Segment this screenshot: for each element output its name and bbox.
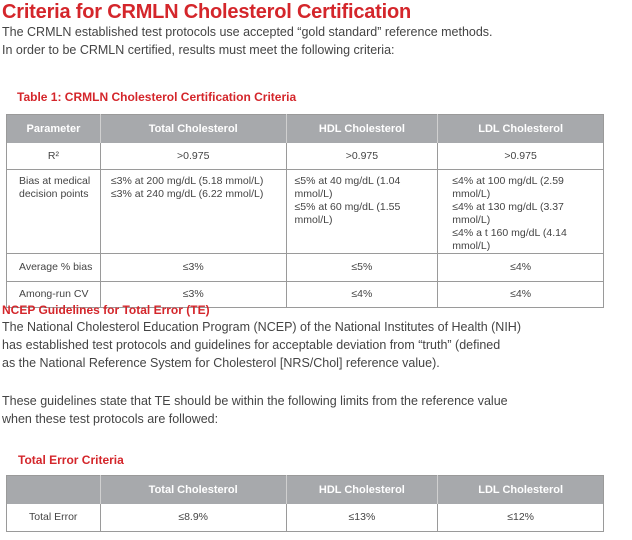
ncep-heading: NCEP Guidelines for Total Error (TE)	[2, 303, 210, 317]
col-header-hdl: HDL Cholesterol	[286, 115, 438, 144]
table-row	[7, 143, 604, 169]
ldl-cell: >0.975	[438, 143, 604, 169]
paragraph-line: has established test protocols and guidelines for acceptable deviation from “truth” (defined	[2, 338, 501, 352]
value-line: ≤3% at 240 mg/dL (6.22 mmol/L)	[110, 187, 264, 200]
total-cell: >0.975	[100, 143, 286, 169]
value-line: ≤4% at 130 mg/dL (3.37 mmol/L)	[452, 200, 564, 226]
value-line: ≤5% at 60 mg/dL (1.55 mmol/L)	[294, 200, 401, 226]
table-row	[7, 253, 604, 281]
ldl-cell	[438, 169, 604, 253]
total-cell: ≤3%	[100, 281, 286, 307]
param-line: Bias at medical	[19, 174, 91, 187]
hdl-cell: >0.975	[286, 143, 438, 169]
total-cell: ≤8.9%	[100, 504, 286, 531]
table-header-row	[7, 476, 604, 505]
total-cell	[100, 169, 286, 253]
col-header-total: Total Cholesterol	[100, 115, 286, 144]
table1-caption: Table 1: CRMLN Cholesterol Certification Criteria	[17, 90, 297, 104]
param-line: decision points	[19, 187, 89, 200]
col-header-parameter: Parameter	[7, 115, 101, 144]
hdl-cell: ≤13%	[286, 504, 438, 531]
hdl-cell: ≤4%	[286, 281, 438, 307]
param-cell	[7, 169, 101, 253]
total-cell: ≤3%	[100, 253, 286, 281]
ldl-cell: ≤12%	[438, 504, 604, 531]
paragraph-line: when these test protocols are followed:	[2, 412, 219, 426]
ldl-cell: ≤4%	[438, 253, 604, 281]
page-title: Criteria for CRMLN Cholesterol Certification	[2, 1, 412, 23]
paragraph-line: These guidelines state that TE should be within the following limits from the reference value	[2, 394, 508, 408]
intro-text	[2, 23, 493, 59]
intro-line: The CRMLN established test protocols use accepted “gold standard” reference methods.	[2, 25, 493, 39]
ncep-paragraph-2	[2, 392, 508, 428]
param-cell: Among-run CV	[7, 281, 101, 307]
table-header-row	[7, 115, 604, 144]
intro-line: In order to be CRMLN certified, results must meet the following criteria:	[2, 43, 395, 57]
value-line: ≤3% at 200 mg/dL (5.18 mmol/L)	[110, 174, 264, 187]
hdl-cell	[286, 169, 438, 253]
value-line: ≤5% at 40 mg/dL (1.04 mmol/L)	[294, 174, 401, 200]
table-row	[7, 169, 604, 253]
value-line: ≤4% a t 160 mg/dL (4.14 mmol/L)	[452, 226, 567, 252]
table2-caption: Total Error Criteria	[18, 453, 124, 467]
col-header-ldl: LDL Cholesterol	[438, 115, 604, 144]
value-line: ≤4% at 100 mg/dL (2.59 mmol/L)	[452, 174, 564, 200]
param-cell: R²	[7, 143, 101, 169]
col-header-hdl: HDL Cholesterol	[286, 476, 438, 505]
col-header-total: Total Cholesterol	[100, 476, 286, 505]
col-header-empty	[7, 476, 101, 505]
table-row	[7, 504, 604, 531]
ldl-cell: ≤4%	[438, 281, 604, 307]
ncep-paragraph-1	[2, 318, 521, 372]
total-error-table	[6, 475, 604, 532]
param-cell: Total Error	[7, 504, 101, 531]
param-cell: Average % bias	[7, 253, 101, 281]
col-header-ldl: LDL Cholesterol	[438, 476, 604, 505]
paragraph-line: as the National Reference System for Cholesterol [NRS/Chol] reference value).	[2, 356, 440, 370]
certification-table	[6, 114, 604, 308]
hdl-cell: ≤5%	[286, 253, 438, 281]
paragraph-line: The National Cholesterol Education Program (NCEP) of the National Institutes of Health (NIH)	[2, 320, 521, 334]
